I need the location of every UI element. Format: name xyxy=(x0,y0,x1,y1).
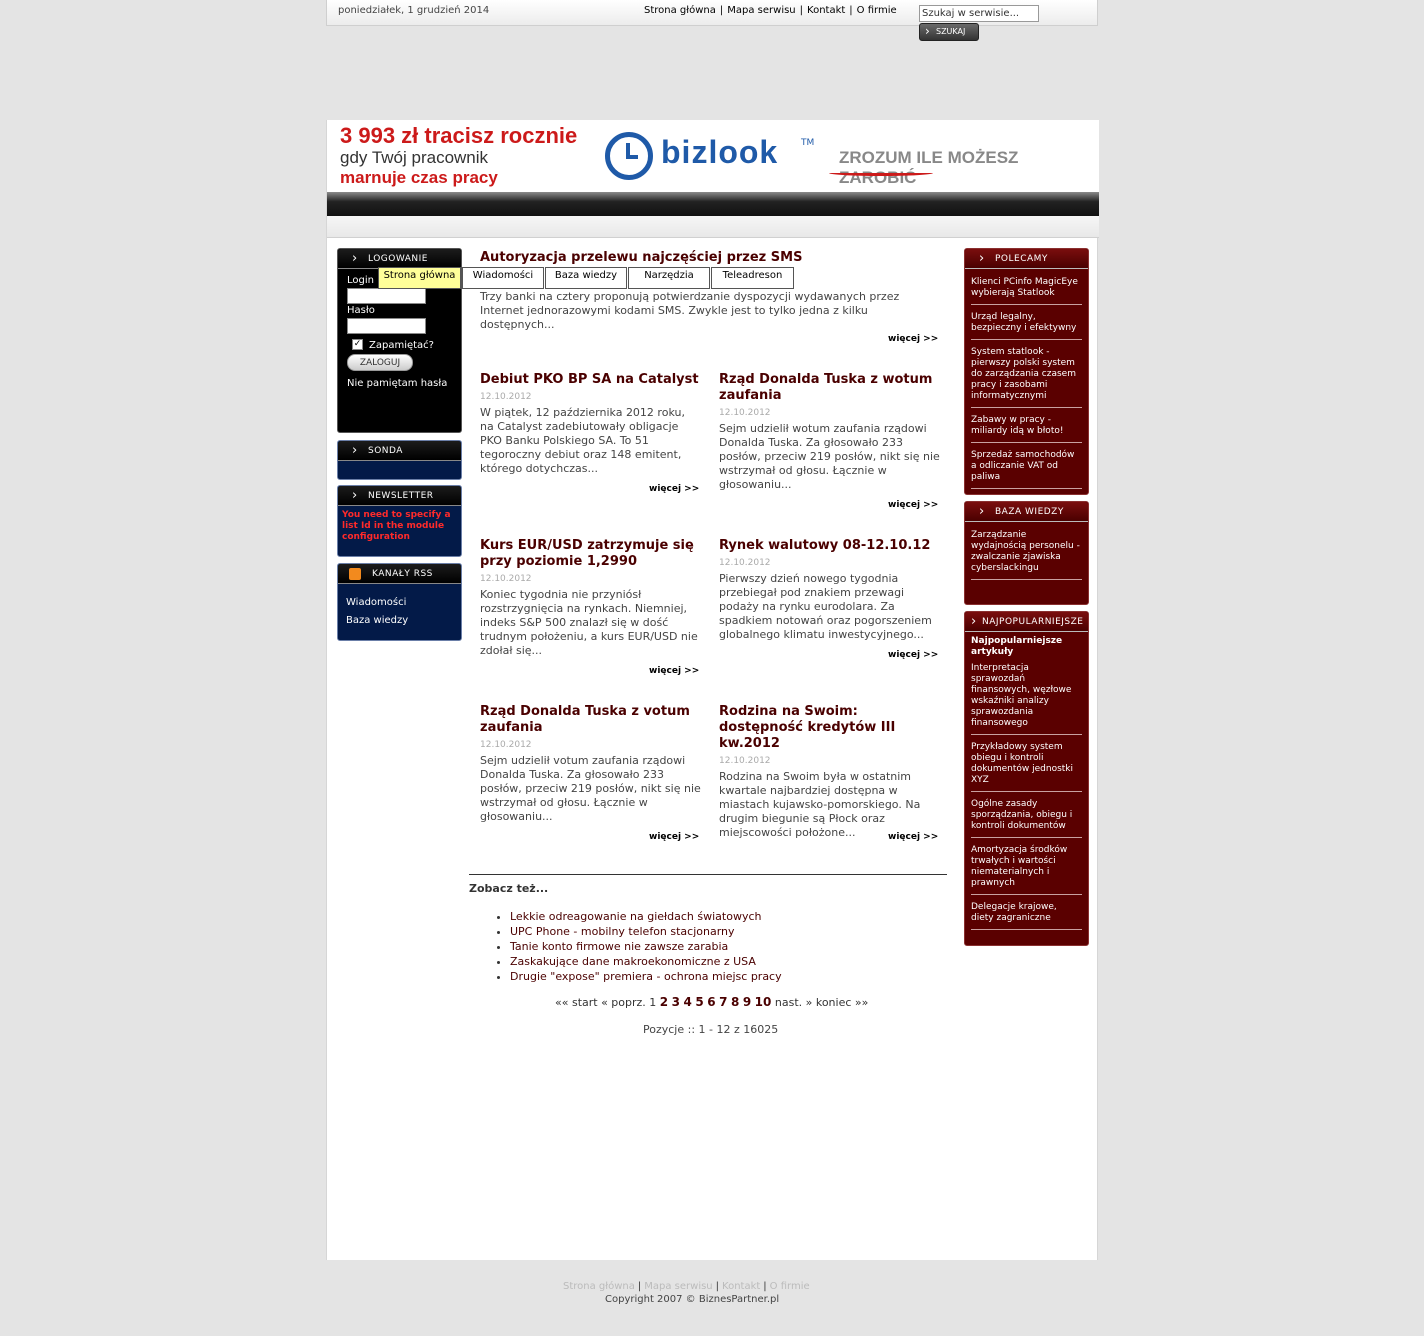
footer-link-about[interactable]: O firmie xyxy=(769,1281,810,1292)
ad-banner[interactable] xyxy=(327,120,1099,192)
top-nav-contact[interactable]: Kontakt xyxy=(807,5,846,16)
logo-text: bizlook xyxy=(661,134,779,170)
footer-link-contact[interactable]: Kontakt xyxy=(722,1281,761,1292)
see-also-list xyxy=(498,909,782,984)
popular-box-header: › NAJPOPULARNIEJSZE xyxy=(965,612,1088,632)
see-also-item[interactable]: • Tanie konto firmowe nie zawsze zarabia xyxy=(510,939,782,954)
article-read-more[interactable]: więcej >> xyxy=(888,500,939,510)
chevron-right-icon: › xyxy=(352,488,358,503)
article-card xyxy=(719,538,941,642)
chevron-right-icon: › xyxy=(971,614,977,629)
newsletter-error: You need to specify a list Id in the module configuration xyxy=(342,510,451,542)
see-also-item[interactable]: • Lekkie odreagowanie na giełdach światowych xyxy=(510,909,782,924)
page-container xyxy=(326,120,1098,1260)
article-text: Pierwszy dzień nowego tygodnia przebiegał pod znakiem przewagi podaży na rynku eurodolara. Za spadkiem notowań oraz pogorszeniem globalnego klimatu inwestycyjnego... xyxy=(719,572,932,641)
article-card xyxy=(480,538,702,658)
featured-article-text: Trzy banki na cztery proponują potwierdzanie dyspozycji wydawanych przez Internet jednorazowymi kodami SMS. Zwykle jest to tylko jedna z kilku dostępnych... xyxy=(480,290,900,331)
top-nav: Strona główna | Mapa serwisu | Kontakt | O firmie xyxy=(644,5,897,16)
article-date: 12.10.2012 xyxy=(719,558,771,568)
tab-home[interactable]: Strona główna xyxy=(378,267,461,289)
popular-item[interactable]: Delegacje krajowe, diety zagraniczne xyxy=(971,900,1082,930)
recommended-list xyxy=(965,269,1088,489)
article-date: 12.10.2012 xyxy=(480,392,532,402)
featured-read-more[interactable]: więcej >> xyxy=(888,334,939,344)
recommended-item[interactable]: Klienci PCinfo MagicEye wybierają Statlook xyxy=(971,275,1082,305)
rss-icon xyxy=(349,568,361,580)
top-nav-home[interactable]: Strona główna xyxy=(644,5,716,16)
article-text: Sejm udzielił wotum zaufania rządowi Donalda Tuska. Za głosowało 233 posłów, przeciw 219 posłów, nikt się nie wstrzymał od głosu. Łącznie w głosowaniu... xyxy=(719,422,940,491)
password-field[interactable] xyxy=(347,318,426,334)
tab-knowledge[interactable]: Baza wiedzy xyxy=(545,267,627,289)
article-title[interactable]: Rząd Donalda Tuska z votum zaufania xyxy=(480,704,690,735)
popular-list xyxy=(965,658,1088,930)
rss-item-knowledge[interactable]: Baza wiedzy xyxy=(346,615,409,626)
article-date: 12.10.2012 xyxy=(719,408,771,418)
recommended-item[interactable]: Sprzedaż samochodów a odliczanie VAT od paliwa xyxy=(971,448,1082,489)
featured-article xyxy=(480,250,938,332)
article-date: 12.10.2012 xyxy=(719,756,771,766)
knowledge-item[interactable]: Zarządzanie wydajnością personelu - zwalczanie zjawiska cyberslackingu xyxy=(971,528,1082,580)
article-text: Rodzina na Swoim była w ostatnim kwartale najbardziej dostępna w miastach kujawsko-pomorskiego. Na drugim biegunie są Płock oraz miejscowości położone... xyxy=(719,770,921,839)
banner-slogan: ZROZUM ILE MOŻESZ ZAROBIĆ xyxy=(839,148,1019,187)
article-card xyxy=(480,372,702,476)
popular-box xyxy=(964,611,1089,946)
recommended-item[interactable]: System statlook - pierwszy polski system do zarządzania czasem pracy i zasobami informatycznymi xyxy=(971,345,1082,408)
footer-link-home[interactable]: Strona główna xyxy=(563,1281,635,1292)
search-button[interactable]: › SZUKAJ xyxy=(919,23,979,41)
recommended-box-header: › POLECAMY xyxy=(965,249,1088,269)
article-read-more[interactable]: więcej >> xyxy=(649,666,700,676)
recommended-item[interactable]: Urząd legalny, bezpieczny i efektywny xyxy=(971,310,1082,340)
article-card xyxy=(719,704,941,840)
rss-item-news[interactable]: Wiadomości xyxy=(346,597,407,608)
search-input[interactable] xyxy=(919,5,1039,22)
current-date: poniedziałek, 1 grudzień 2014 xyxy=(338,5,490,16)
banner-highlight: marnuje czas pracy xyxy=(340,168,498,187)
top-nav-about[interactable]: O firmie xyxy=(856,5,897,16)
password-label: Hasło xyxy=(347,305,375,316)
article-title[interactable]: Kurs EUR/USD zatrzymuje się przy poziomie 1,2990 xyxy=(480,538,694,569)
page-link[interactable]: 5 xyxy=(695,995,704,1009)
footer-link-sitemap[interactable]: Mapa serwisu xyxy=(644,1281,713,1292)
article-date: 12.10.2012 xyxy=(480,574,532,584)
page-link[interactable]: 8 xyxy=(730,995,740,1009)
rss-list xyxy=(338,584,461,630)
bizlook-logo xyxy=(605,132,825,182)
clock-icon xyxy=(605,132,653,180)
popular-item[interactable]: Ogólne zasady sporządzania, obiegu i kontroli dokumentów xyxy=(971,797,1082,838)
see-also-title: Zobacz też... xyxy=(469,882,549,895)
article-read-more[interactable]: więcej >> xyxy=(649,832,700,842)
footer-nav: Strona główna | Mapa serwisu | Kontakt | O firmie xyxy=(563,1281,810,1292)
article-date: 12.10.2012 xyxy=(480,740,532,750)
slogan-underline xyxy=(829,170,933,176)
login-button[interactable]: ZALOGUJ xyxy=(347,354,413,371)
popular-item[interactable]: Przykładowy system obiegu i kontroli dokumentów jednostki XYZ xyxy=(971,740,1082,792)
submenu-bar xyxy=(327,216,1099,238)
newsletter-box xyxy=(337,485,462,557)
remember-label: Zapamiętać? xyxy=(369,340,434,351)
knowledge-box-header: › BAZA WIEDZY xyxy=(965,502,1088,522)
copyright: Copyright 2007 © BiznesPartner.pl xyxy=(605,1294,780,1305)
popular-item[interactable]: Interpretacja sprawozdań finansowych, węzłowe wskaźniki analizy sprawozdania finansowego xyxy=(971,661,1082,735)
divider xyxy=(469,874,947,875)
login-box-header: › LOGOWANIE xyxy=(338,249,461,269)
item-counter: Pozycje :: 1 - 12 z 16025 xyxy=(643,1023,779,1036)
knowledge-list xyxy=(965,522,1088,580)
tab-directory[interactable]: Teleadreson xyxy=(711,267,794,289)
page-link[interactable]: 3 xyxy=(671,995,681,1009)
see-also-item[interactable]: • UPC Phone - mobilny telefon stacjonarny xyxy=(510,924,782,939)
article-title[interactable]: Rynek walutowy 08-12.10.12 xyxy=(719,538,931,553)
recommended-item[interactable]: Zabawy w pracy - miliardy idą w błoto! xyxy=(971,413,1082,443)
pager-next[interactable]: nast. » koniec »» xyxy=(774,996,869,1009)
article-title[interactable]: Rodzina na Swoim: dostępność kredytów III kw.2012 xyxy=(719,704,896,751)
chevron-right-icon: › xyxy=(979,251,985,266)
login-field[interactable] xyxy=(347,288,426,304)
login-label: Login xyxy=(347,275,374,286)
banner-subline: gdy Twój pracownik xyxy=(340,148,489,167)
article-title[interactable]: Rząd Donalda Tuska z wotum zaufania xyxy=(719,372,933,403)
top-nav-sitemap[interactable]: Mapa serwisu xyxy=(727,5,796,16)
rss-box-header: KANAŁY RSS xyxy=(338,564,461,584)
main-menu-bar xyxy=(327,192,1099,216)
tab-news[interactable]: Wiadomości xyxy=(462,267,544,289)
chevron-right-icon: › xyxy=(352,443,358,458)
article-read-more[interactable]: więcej >> xyxy=(649,484,700,494)
page-link[interactable]: 9 xyxy=(742,995,752,1009)
pagination xyxy=(555,995,868,1009)
rss-box xyxy=(337,563,462,641)
recommended-box xyxy=(964,248,1089,495)
page-link[interactable]: 6 xyxy=(707,995,716,1009)
article-card xyxy=(480,704,702,824)
poll-box xyxy=(337,440,462,480)
page-link[interactable]: 10 xyxy=(754,995,772,1009)
banner-headline: 3 993 zł tracisz rocznie xyxy=(340,123,578,148)
pager-prev[interactable]: «« start « poprz. 1 xyxy=(555,996,657,1009)
chevron-right-icon: › xyxy=(352,251,358,266)
trademark: TM xyxy=(801,138,815,148)
article-title[interactable]: Debiut PKO BP SA na Catalyst xyxy=(480,372,699,387)
chevron-right-icon: › xyxy=(979,504,985,519)
poll-box-header: › SONDA xyxy=(338,441,461,461)
remember-checkbox[interactable]: ✓ xyxy=(353,339,362,349)
article-read-more[interactable]: więcej >> xyxy=(888,650,939,660)
forgot-password-link[interactable]: Nie pamiętam hasła xyxy=(347,378,448,389)
featured-article-title[interactable]: Autoryzacja przelewu najczęściej przez SMS xyxy=(480,250,803,265)
tab-tools[interactable]: Narzędzia xyxy=(628,267,710,289)
see-also-item[interactable]: • Zaskakujące dane makroekonomiczne z USA xyxy=(510,954,782,969)
newsletter-box-header: › NEWSLETTER xyxy=(338,486,461,506)
article-text: Sejm udzielił votum zaufania rządowi Donalda Tuska. Za głosowało 233 posłów, przeciw 219 posłów, nikt się nie wstrzymał od głosu. Łącznie w głosowaniu... xyxy=(480,754,701,823)
article-card xyxy=(719,372,941,492)
page-link[interactable]: 7 xyxy=(719,995,728,1009)
page-link[interactable]: 4 xyxy=(683,995,692,1009)
article-text: W piątek, 12 października 2012 roku, na Catalyst zadebiutowały obligacje PKO Banku Polskiego SA. To 51 tegoroczny debiut oraz 148 emitent, którego dotychczas... xyxy=(480,406,685,475)
popular-subtitle: Najpopularniejsze artykuły xyxy=(971,636,1063,657)
popular-item[interactable]: Amortyzacja środków trwałych i wartości niematerialnych i prawnych xyxy=(971,843,1082,895)
article-text: Koniec tygodnia nie przyniósł rozstrzygnięcia na rynkach. Niemniej, indeks S&P 500 znalazł się w dość trudnym położeniu, a kurs EUR/USD nie zdołał się... xyxy=(480,588,698,657)
see-also-item[interactable]: • Drugie "expose" premiera - ochrona miejsc pracy xyxy=(510,969,782,984)
page-link[interactable]: 2 xyxy=(659,995,669,1009)
knowledge-box xyxy=(964,501,1089,605)
article-read-more[interactable]: więcej >> xyxy=(888,832,939,842)
